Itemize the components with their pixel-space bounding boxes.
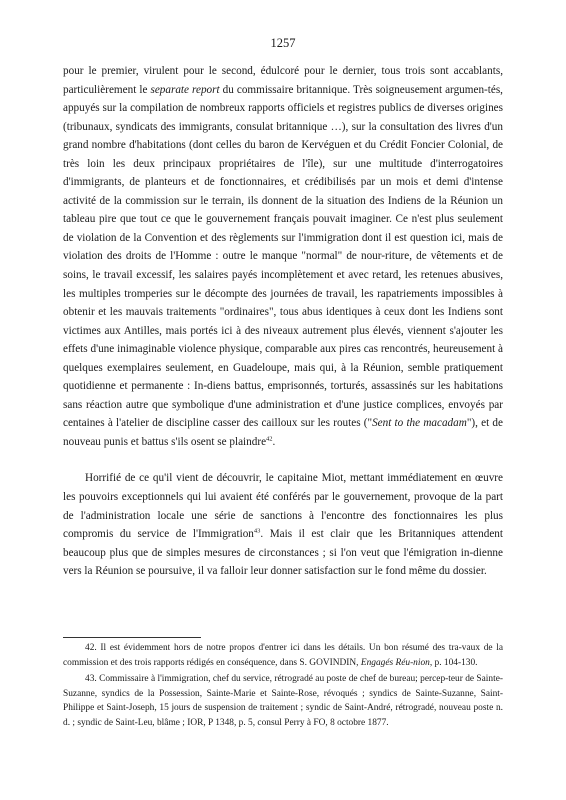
footnote-43: 43. Commissaire à l'immigration, chef du service, rétrogradé au poste de chef de bureau; percep-teur de Sainte-Suzanne, syndics de la Possession, Sainte-Marie et Sainte-Rose, révoqués ; syndics de Sainte-Suzanne, Saint-Philippe et Saint-Joseph, 15 jours de suspension de traitement ; syndic de Saint-André, rétrogradé, nouveau poste n. d. ; syndic de Saint-Leu, blâme ; IOR, P 1348, p. 5, consul Perry à FO, 8 octobre 1877.: [63, 674, 503, 728]
footnote-ref-42: 42: [266, 435, 273, 443]
paragraph-2: [63, 469, 503, 580]
paragraph-1-emphasis-separate-report: separate report: [150, 83, 220, 96]
footnote-separator: [63, 637, 201, 638]
page-number: 1257: [270, 36, 296, 50]
paragraph-1: [63, 62, 503, 451]
paragraph-1-text-a: pour le premier, virulent pour le second, édulcoré pour le dernier, tous trois sont accablants, particulièrement le: [63, 65, 503, 96]
paragraph-1-text-d: .: [272, 435, 276, 448]
paragraph-2-text-a: Horrifié de ce qu'il vient de découvrir, le capitaine Miot, mettant immédiatement en œuvre les pouvoirs exceptionnels qui lui avaient été conférés par le gouvernement, provoque de la part de l'administration locale une série de sanctions à l'encontre des fonctionnaires les plus compromis du service de l'Immigration: [63, 472, 503, 541]
body-text: [63, 62, 503, 581]
footnote-42-text-a: 42. Il est évidemment hors de notre propos d'entrer ici dans les détails. Un bon résumé des tra-vaux de la commission et des trois rapports rédigés en conséquence, dans S. GOVINDIN,: [63, 643, 503, 668]
paragraph-1-text-b: du commissaire britannique. Très soigneusement argumen-tés, appuyés sur la compilation de nombreux rapports officiels et registres publics de diverses origines (tribunaux, syndicats des immigrants, consulat britannique …), sur la consultation des livres d'un grand nombre d'habitations (dont celles du baron de Kervéguen et du Crédit Foncier Colonial, de très loin les deux principaux propriétaires de l'île), sur une multitude d'interrogatoires d'immigrants, de planteurs et de fonctionnaires, et crédibilisés par un mois et demi d'intense activité de la commission sur le terrain, ils donnent de la situation des Indiens de la Réunion un tableau pire que tout ce que le gouvernement français pouvait imaginer. Ce n'est plus seulement de violation de la Convention et des règlements sur l'immigration dont il est question ici, mais de violation des droits de l'Homme : outre le manque "normal" de nour-riture, de vêtements et de soins, le travail excessif, les salaires payés incomplètement et avec retard, les retenues abusives, les multiples tromperies sur le décompte des journées de travail, les rapatriements impossibles à obtenir et les mauvais traitements "ordinaires", tous abus identiques à ceux dont les Indiens sont victimes aux Antilles, mais portés ici à des niveaux autrement plus élevés, viennent s'ajouter les effets d'une inimaginable violence physique, comparable aux pires cas rencontrés, heureusement à quelques exemplaires seulement, en Guadeloupe, mais qui, à la Réunion, semble pratiquement quotidienne et permanente : In-diens battus, emprisonnés, torturés, assassinés sur les habitations sans réaction autre que symbolique d'une administration et d'une justice complices, envoyés par centaines à l'atelier de discipline casser des cailloux sur les routes (": [63, 83, 503, 430]
footnote-42-emphasis: Engagés Réu-nion: [360, 657, 430, 668]
footnotes: [63, 641, 503, 731]
paragraph-1-emphasis-sent-to-macadam: Sent to the macadam: [372, 417, 467, 430]
footnote-42-text-b: , p. 104-130.: [429, 657, 478, 668]
footnote-42: [63, 641, 503, 670]
paragraph-2-text-b: . Mais il est clair que les Britanniques attendent beaucoup plus que de simples mesures de circonstances ; si l'on veut que l'émigration in-dienne vers la Réunion se poursuive, il va falloir leur donner satisfaction sur le fond même du dossier.: [63, 528, 503, 578]
footnote-ref-43: 43: [253, 527, 261, 535]
paragraph-1-text-c: "), et de nouveau punis et battus s'ils osent se plaindre: [63, 417, 503, 448]
